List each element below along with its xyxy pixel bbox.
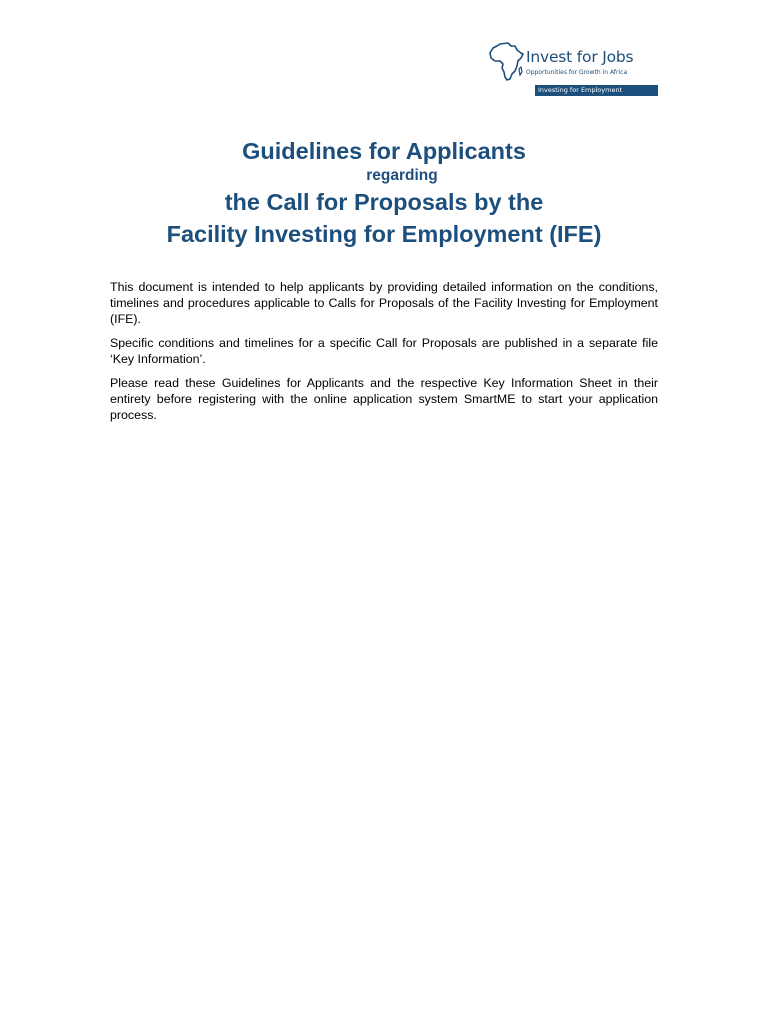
paragraph: Specific conditions and timelines for a specific Call for Proposals are published in a separate file ‘Key Information’. bbox=[110, 336, 658, 366]
title-line-1: the Call for Proposals by the bbox=[224, 189, 544, 215]
invest-for-jobs-logo bbox=[488, 42, 658, 96]
paragraph: Please read these Guidelines for Applicants and the respective Key Information Sheet in their entirety before registering with the online application system SmartME to start your application process. bbox=[110, 376, 658, 422]
logo-name: Invest for Jobs bbox=[526, 48, 634, 66]
paragraph: This document is intended to help applicants by providing detailed information on the conditions, timelines and procedures applicable to Calls for Proposals of the Facility Investing for Employment (IFE). bbox=[110, 280, 658, 326]
page-title: Guidelines for Applicants bbox=[242, 138, 526, 164]
intro-text bbox=[110, 279, 658, 431]
logo-band: Investing for Employment bbox=[535, 85, 658, 96]
document-title-block bbox=[0, 136, 768, 250]
title-regarding: regarding bbox=[366, 167, 438, 184]
logo-tagline: Opportunities for Growth in Africa bbox=[526, 69, 628, 76]
title-line-2: Facility Investing for Employment (IFE) bbox=[166, 221, 602, 247]
africa-map-icon bbox=[488, 42, 524, 82]
